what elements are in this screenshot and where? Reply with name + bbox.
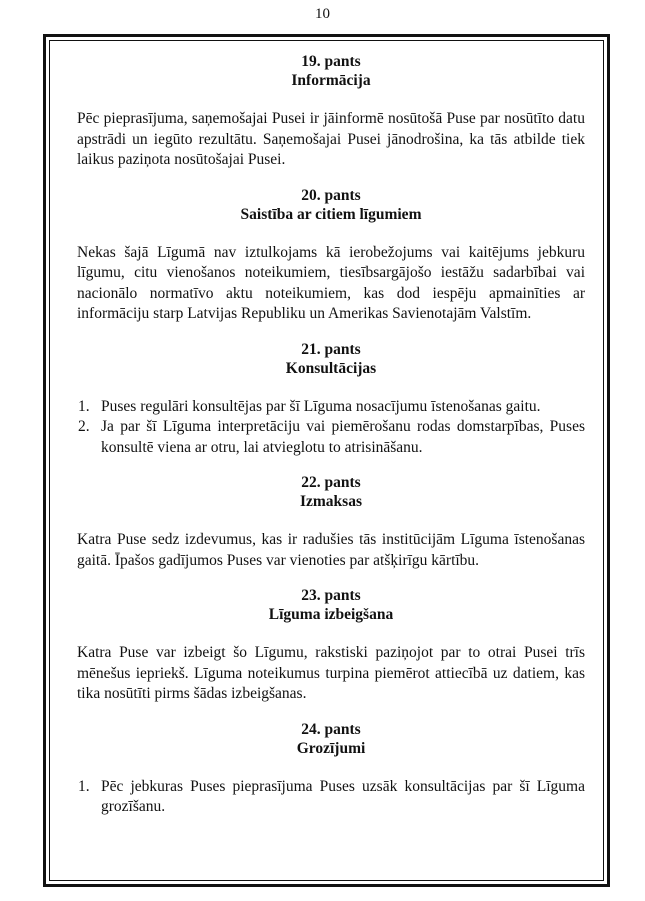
article-heading — [77, 340, 585, 378]
article-heading — [77, 186, 585, 224]
numbered-list — [77, 777, 585, 818]
article-number: 19. pants — [301, 53, 361, 70]
numbered-list — [77, 397, 585, 459]
article-title: Saistība ar citiem līgumiem — [240, 205, 422, 223]
article-title: Grozījumi — [296, 739, 366, 757]
page-number: 10 — [315, 6, 330, 22]
article-number: 22. pants — [301, 474, 361, 491]
article-title: Informācija — [291, 72, 371, 89]
article-number: 23. pants — [301, 587, 361, 604]
article-title: Izmaksas — [299, 493, 362, 510]
list-item-text: Pēc jebkuras Puses pieprasījuma Puses uzsāk konsultācijas par šī Līguma grozīšanu. — [101, 777, 585, 815]
article-24 — [77, 720, 585, 818]
article-21 — [77, 340, 585, 459]
list-item-text: Puses regulāri konsultējas par šī Līguma nosacījumu īstenošanas gaitu. — [101, 397, 541, 415]
article-title: Līguma izbeigšana — [268, 606, 394, 623]
document-body — [77, 52, 585, 818]
list-item — [77, 397, 585, 418]
article-number: 20. pants — [301, 186, 361, 204]
article-title: Konsultācijas — [285, 359, 377, 377]
article-heading — [77, 586, 585, 624]
article-19 — [77, 52, 585, 171]
article-paragraph: Pēc pieprasījuma, saņemošajai Pusei ir jāinformē nosūtošā Puse par nosūtīto datu apstrādi un iegūto rezultātu. Saņemošajai Pusei jānodrošina, ka tās atbilde tiek laikus paziņota nosūtošajai Pusei. — [77, 110, 585, 168]
list-item-number: 1. — [78, 397, 90, 415]
list-item — [77, 777, 585, 818]
article-number: 24. pants — [301, 720, 361, 738]
list-item-number: 1. — [78, 777, 90, 795]
article-paragraph: Katra Puse var izbeigt šo Līgumu, rakstiski paziņojot par to otrai Pusei trīs mēnešus iepriekš. Līguma noteikumus turpina piemērot attiecībā uz datiem, kas tika nosūtīti pirms šādas izbeigšanas. — [77, 644, 585, 702]
article-paragraph: Katra Puse sedz izdevumus, kas ir radušies tās institūcijām Līguma īstenošanas gaitā. Īpašos gadījumos Puses var vienoties par atšķirīgu kārtību. — [77, 531, 585, 569]
article-20 — [77, 186, 585, 325]
article-22 — [77, 473, 585, 571]
article-number: 21. pants — [301, 340, 361, 358]
article-heading — [77, 473, 585, 511]
article-paragraph: Nekas šajā Līgumā nav iztulkojams kā ierobežojums vai kaitējums jebkuru līgumu, citu vienošanos noteikumiem, tiesībsargājošo iestāžu sadarbībai vai nacionālo normatīvo aktu noteikumiem, kas dod iespēju apmainīties ar informāciju starp Latvijas Republiku un Amerikas Savienotajām Valstīm. — [77, 243, 585, 322]
list-item-number: 2. — [78, 418, 90, 435]
article-23 — [77, 586, 585, 705]
article-heading — [77, 720, 585, 758]
list-item-text: Ja par šī Līguma interpretāciju vai piemērošanu rodas domstarpības, Puses konsultē viena ar otru, lai atvieglotu to atrisināšanu. — [101, 418, 585, 456]
list-item — [77, 417, 585, 458]
article-heading — [77, 52, 585, 90]
